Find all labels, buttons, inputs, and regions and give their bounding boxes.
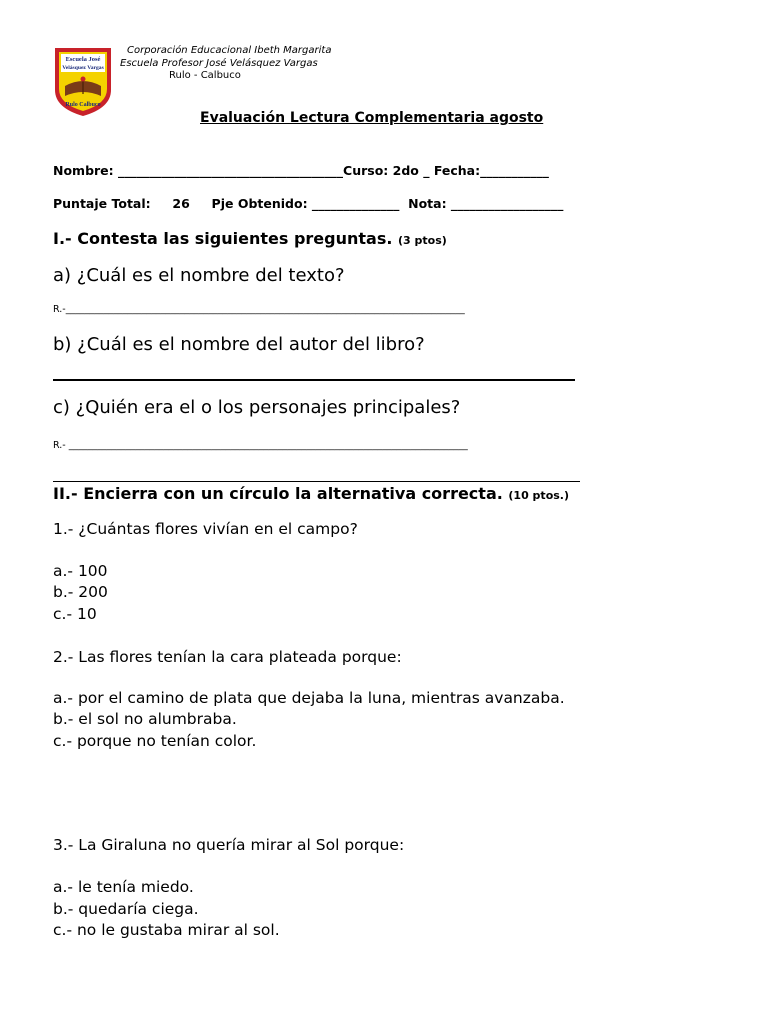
question-1-option-c: c.- 10 <box>53 605 97 623</box>
answer-line-c-extra <box>53 481 580 482</box>
question-2-option-a: a.- por el camino de plata que dejaba la luna, mientras avanzaba. <box>53 689 565 707</box>
question-1-option-a: a.- 100 <box>53 562 108 580</box>
school-crest-logo <box>53 46 113 118</box>
section-2-title: II.- Encierra con un círculo la alternativa correcta. <box>53 484 503 503</box>
question-a: a) ¿Cuál es el nombre del texto? <box>53 265 345 286</box>
section-1-heading <box>53 229 447 250</box>
question-2: 2.- Las flores tenían la cara plateada porque: <box>53 648 402 666</box>
question-3: 3.- La Giraluna no quería mirar al Sol porque: <box>53 836 405 854</box>
question-1-option-b: b.- 200 <box>53 583 108 601</box>
svg-text:Velásquez Vargas: Velásquez Vargas <box>62 65 104 71</box>
answer-line-c: R.- ____________________________________________________________________________________ <box>53 440 468 451</box>
section-1-title: I.- Contesta las siguientes preguntas. <box>53 229 393 248</box>
page-title: Evaluación Lectura Complementaria agosto <box>200 110 544 126</box>
question-c: c) ¿Quién era el o los personajes principales? <box>53 397 461 418</box>
question-2-option-c: c.- porque no tenían color. <box>53 732 257 750</box>
student-info-row: Nombre: ____________________________________Curso: 2do _ Fecha:___________ <box>53 163 549 178</box>
question-b: b) ¿Cuál es el nombre del autor del libro? <box>53 334 425 355</box>
question-3-option-b: b.- quedaría ciega. <box>53 900 199 918</box>
question-3-option-a: a.- le tenía miedo. <box>53 878 194 896</box>
svg-text:Escuela José: Escuela José <box>65 56 101 63</box>
section-1-points: (3 ptos) <box>398 234 447 247</box>
question-3-option-c: c.- no le gustaba mirar al sol. <box>53 921 280 939</box>
section-2-heading <box>53 484 569 505</box>
svg-text:Rulo Calbuco: Rulo Calbuco <box>65 102 101 108</box>
header-corporation: Corporación Educacional Ibeth Margarita <box>127 45 332 56</box>
answer-line-b <box>53 379 575 381</box>
section-2-points: (10 ptos.) <box>508 489 569 502</box>
header-school: Escuela Profesor José Velásquez Vargas <box>120 58 318 69</box>
question-2-option-b: b.- el sol no alumbraba. <box>53 710 237 728</box>
question-1: 1.- ¿Cuántas flores vivían en el campo? <box>53 520 358 538</box>
header-location: Rulo - Calbuco <box>169 70 241 81</box>
score-row: Puntaje Total: 26 Pje Obtenido: ______________ Nota: __________________ <box>53 196 564 211</box>
answer-line-a: R.-____________________________________________________________________________________ <box>53 304 465 315</box>
